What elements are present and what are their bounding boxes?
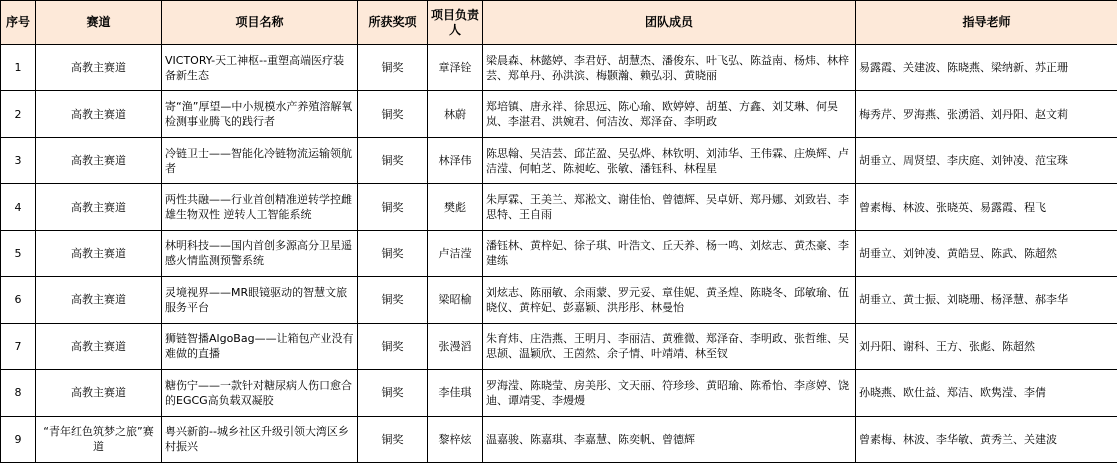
cell-track: 高教主赛道 <box>36 323 162 369</box>
cell-index: 2 <box>1 91 36 137</box>
table-row <box>1 277 1117 323</box>
cell-leader: 樊彪 <box>428 184 483 230</box>
cell-advisors: 胡垂立、刘钟凌、黄皓昱、陈武、陈超然 <box>856 230 1117 276</box>
table-row <box>1 416 1117 463</box>
cell-advisors: 曾素梅、林波、李华敏、黄秀兰、关建波 <box>856 416 1117 463</box>
cell-track: 高教主赛道 <box>36 137 162 183</box>
cell-index: 4 <box>1 184 36 230</box>
cell-advisors: 曾素梅、林波、张晓英、易露霞、程飞 <box>856 184 1117 230</box>
cell-members: 潘钰林、黄梓妃、徐子琪、叶浩文、丘天养、杨一鸣、刘炫志、黄杰豪、李建练 <box>483 230 856 276</box>
cell-index: 5 <box>1 230 36 276</box>
cell-project: 狮链智播AlgoBag——让箱包产业没有难做的直播 <box>162 323 358 369</box>
table-row <box>1 230 1117 276</box>
cell-project: VICTORY-天工神枢--重塑高端医疗装备新生态 <box>162 45 358 91</box>
cell-award: 铜奖 <box>358 370 428 416</box>
cell-project: 两性共融——行业首创精准逆转学控雌雄生物双性 逆转人工智能系统 <box>162 184 358 230</box>
cell-leader: 章泽铨 <box>428 45 483 91</box>
cell-track: 高教主赛道 <box>36 370 162 416</box>
cell-members: 梁晨森、林懿婷、李君妤、胡慧杰、潘俊东、叶飞弘、陈益南、杨炜、林梓芸、郑单丹、孙洪滨、梅颢瀚、赖弘羽、黄晓丽 <box>483 45 856 91</box>
cell-advisors: 胡垂立、周贤望、李庆庭、刘钟凌、范宝珠 <box>856 137 1117 183</box>
cell-index: 7 <box>1 323 36 369</box>
cell-advisors: 孙晓燕、欧仕益、郑洁、欧隽滢、李倩 <box>856 370 1117 416</box>
cell-leader: 梁昭榆 <box>428 277 483 323</box>
header-leader: 项目负责人 <box>428 1 483 45</box>
cell-award: 铜奖 <box>358 91 428 137</box>
cell-leader: 卢洁滢 <box>428 230 483 276</box>
cell-members: 郑培镇、唐永祥、徐思远、陈心瑜、欧婷婷、胡堇、方鑫、刘艾琳、何昊岚、李湛君、洪婉君、何洁汝、郑泽奋、李明政 <box>483 91 856 137</box>
cell-index: 3 <box>1 137 36 183</box>
table-row <box>1 323 1117 369</box>
cell-members: 刘炫志、陈丽敏、余雨蒙、罗元妥、章佳妮、黄圣煌、陈晓冬、邱敏瑜、伍晓仪、黄梓妃、彭嘉颖、洪彤彤、林曼怡 <box>483 277 856 323</box>
cell-members: 温嘉骏、陈嘉琪、李嘉慧、陈奕帆、曾德辉 <box>483 416 856 463</box>
cell-project: 灵境视界——MR眼镜驱动的智慧文旅服务平台 <box>162 277 358 323</box>
cell-advisors: 胡垂立、黄士振、刘晓珊、杨泽慧、郝李华 <box>856 277 1117 323</box>
table-row <box>1 91 1117 137</box>
cell-award: 铜奖 <box>358 137 428 183</box>
cell-members: 罗海滢、陈晓莹、房美彤、文天丽、符珍珍、黄昭瑜、陈希怡、李彦婷、饶迪、谭靖雯、李熳熳 <box>483 370 856 416</box>
cell-track: “青年红色筑梦之旅”赛道 <box>36 416 162 463</box>
table-row <box>1 370 1117 416</box>
cell-index: 8 <box>1 370 36 416</box>
cell-members: 朱厚霖、王美兰、郑淞文、谢佳怡、曾德辉、吴卓妍、郑丹娜、刘致岩、李思特、王自雨 <box>483 184 856 230</box>
cell-project: 粤兴新韵--城乡社区升级引领大湾区乡村振兴 <box>162 416 358 463</box>
cell-members: 陈思翰、吴洁芸、邱芷盈、吴弘烨、林钦明、刘沛华、王伟霖、庄焕辉、卢洁滢、何帕芝、陈昶屹、张敏、潘钰科、林程星 <box>483 137 856 183</box>
cell-track: 高教主赛道 <box>36 91 162 137</box>
cell-index: 1 <box>1 45 36 91</box>
header-advisors: 指导老师 <box>856 1 1117 45</box>
cell-award: 铜奖 <box>358 416 428 463</box>
header-row <box>1 1 1117 45</box>
cell-track: 高教主赛道 <box>36 230 162 276</box>
cell-leader: 李佳琪 <box>428 370 483 416</box>
cell-project: 糖伤宁——一款针对糖尿病人伤口愈合的EGCG高负载双凝胶 <box>162 370 358 416</box>
cell-advisors: 梅秀芹、罗海燕、张湧滔、刘丹阳、赵文莉 <box>856 91 1117 137</box>
cell-track: 高教主赛道 <box>36 277 162 323</box>
cell-award: 铜奖 <box>358 277 428 323</box>
cell-project: 冷链卫士——智能化冷链物流运输领航者 <box>162 137 358 183</box>
cell-index: 9 <box>1 416 36 463</box>
cell-award: 铜奖 <box>358 323 428 369</box>
cell-leader: 张漫滔 <box>428 323 483 369</box>
header-members: 团队成员 <box>483 1 856 45</box>
cell-project: 林明科技——国内首创多源高分卫星遥感火情监测预警系统 <box>162 230 358 276</box>
cell-leader: 林蔚 <box>428 91 483 137</box>
cell-leader: 林泽伟 <box>428 137 483 183</box>
cell-award: 铜奖 <box>358 230 428 276</box>
cell-members: 朱育炜、庄浩燕、王明月、李丽洁、黄雅微、郑泽奋、李明政、张哲维、吴思颉、温颖欣、王茵然、余子情、叶靖靖、林至钗 <box>483 323 856 369</box>
header-index: 序号 <box>1 1 36 45</box>
table-row <box>1 184 1117 230</box>
cell-track: 高教主赛道 <box>36 184 162 230</box>
table-row <box>1 45 1117 91</box>
cell-award: 铜奖 <box>358 184 428 230</box>
cell-index: 6 <box>1 277 36 323</box>
header-award: 所获奖项 <box>358 1 428 45</box>
cell-advisors: 易露霞、关建波、陈晓燕、梁纳新、苏正珊 <box>856 45 1117 91</box>
cell-award: 铜奖 <box>358 45 428 91</box>
table-row <box>1 137 1117 183</box>
cell-project: 寄“渔”厚望—中小规模水产养殖溶解氧检测事业腾飞的践行者 <box>162 91 358 137</box>
header-track: 赛道 <box>36 1 162 45</box>
cell-advisors: 刘丹阳、谢科、王方、张彪、陈超然 <box>856 323 1117 369</box>
header-project: 项目名称 <box>162 1 358 45</box>
cell-leader: 黎梓炫 <box>428 416 483 463</box>
cell-track: 高教主赛道 <box>36 45 162 91</box>
